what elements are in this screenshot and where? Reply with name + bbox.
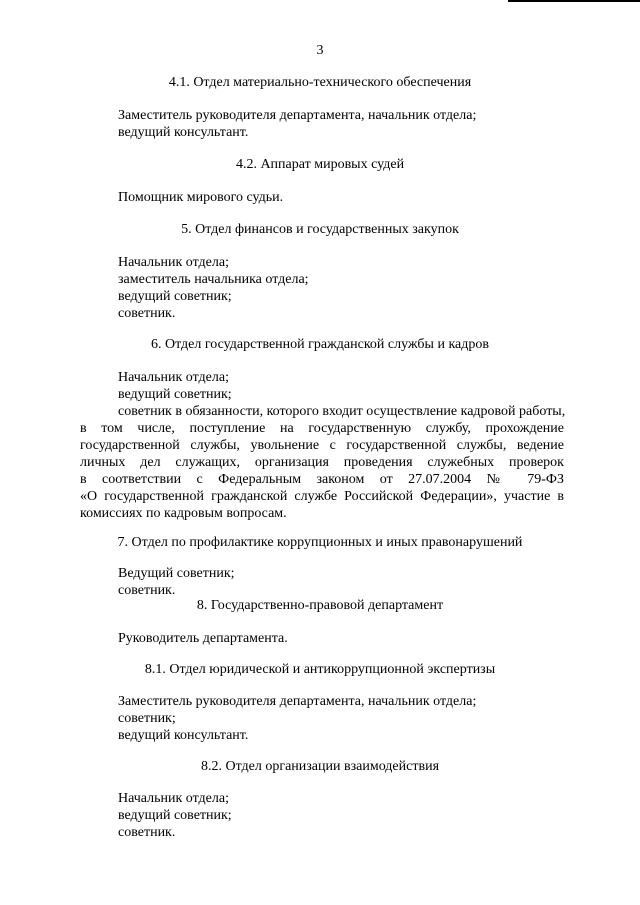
- section-heading-6: 6. Отдел государственной гражданской службы и кадров: [151, 337, 489, 352]
- section-heading-4-2: 4.2. Аппарат мировых судей: [235, 157, 405, 172]
- section-line: Заместитель руководителя департамента, начальник отдела;: [118, 108, 477, 123]
- section-heading-8-2: 8.2. Отдел организации взаимодействия: [200, 759, 440, 774]
- paragraph-line: личных дел служащих, организация проведения служебных проверок: [80, 455, 564, 470]
- scan-edge-line: [508, 0, 640, 2]
- section-line: Помощник мирового судьи.: [118, 190, 284, 205]
- section-heading-5: 5. Отдел финансов и государственных закупок: [181, 222, 459, 237]
- paragraph-line: советник в обязанности, которого входит осуществление кадровой работы,: [118, 404, 566, 419]
- section-line: ведущий консультант.: [118, 728, 249, 743]
- section-line: Начальник отдела;: [118, 255, 229, 270]
- section-line: Начальник отдела;: [118, 370, 229, 385]
- section-line: советник;: [118, 711, 176, 726]
- section-heading-7: 7. Отдел по профилактике коррупционных и иных правонарушений: [117, 535, 523, 550]
- section-line: ведущий советник;: [118, 289, 232, 304]
- section-line: ведущий советник;: [118, 808, 232, 823]
- section-line: Заместитель руководителя департамента, начальник отдела;: [118, 694, 477, 709]
- paragraph-line: в том числе, поступление на государственную службу, прохождение: [80, 421, 564, 436]
- section-line: советник.: [118, 583, 176, 598]
- section-line: Начальник отдела;: [118, 791, 229, 806]
- page-number: 3: [316, 43, 324, 58]
- paragraph-line: государственной службы, увольнение с государственной службы, ведение: [80, 438, 564, 453]
- section-heading-8-1: 8.1. Отдел юридической и антикоррупционной экспертизы: [144, 662, 496, 677]
- section-line: Руководитель департамента.: [118, 631, 288, 646]
- section-line: ведущий консультант.: [118, 125, 249, 140]
- paragraph-line: в соответствии с Федеральным законом от 27.07.2004 № 79-ФЗ: [80, 472, 564, 487]
- section-heading-4-1: 4.1. Отдел материально-технического обеспечения: [168, 75, 472, 90]
- section-line: Ведущий советник;: [118, 566, 235, 581]
- section-line: советник.: [118, 825, 176, 840]
- paragraph-line: «О государственной гражданской службе Российской Федерации», участие в: [80, 489, 564, 504]
- paragraph-line: комиссиях по кадровым вопросам.: [80, 506, 287, 521]
- section-heading-8: 8. Государственно-правовой департамент: [196, 598, 444, 613]
- section-line: советник.: [118, 306, 176, 321]
- section-line: ведущий советник;: [118, 387, 232, 402]
- section-line: заместитель начальника отдела;: [118, 272, 309, 287]
